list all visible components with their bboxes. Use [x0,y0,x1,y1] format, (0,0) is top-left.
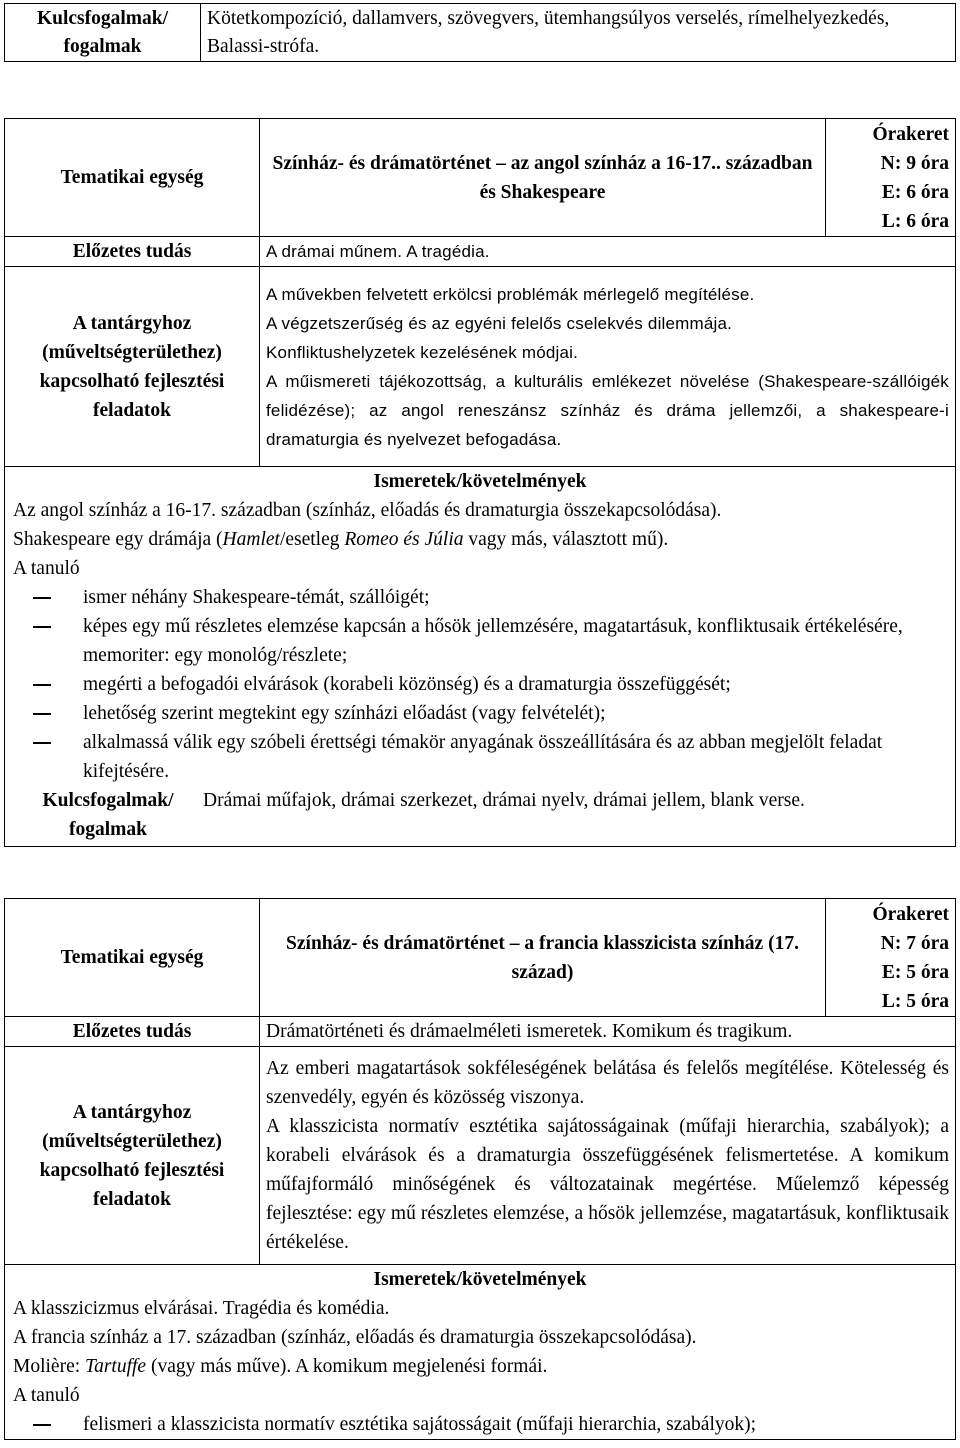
unit1-fejlesztesi-text [260,267,956,467]
unit2-p3-text-a: Molière: [13,1356,86,1377]
unit1-ismeretek-p2 [13,525,947,554]
kulcsfogalmak-text-top: Kötetkompozíció, dallamvers, szövegvers, ütemhangsúlyos verselés, rímelhelyezkedés, Balassi-strófa. [201,4,956,62]
kulcsfogalmak-label-top: Kulcsfogalmak/ fogalmak [5,4,201,62]
unit1-kulcs-text: Drámai műfajok, drámai szerkezet, drámai nyelv, drámai jellem, blank verse. [203,790,805,811]
unit1-p2-text-c: vagy más, választott mű). [463,529,669,550]
list-item: felismeri a klasszicista normatív esztétika sajátosságait (műfaji hierarchia, szabályok); [13,1410,947,1439]
list-item: lehetőség szerint megtekint egy színházi előadást (vagy felvételét); [13,699,947,728]
unit1-tematikai-label: Tematikai egység [5,119,260,237]
unit1-fejl-line-4: A műismereti tájékozottság, a kulturális emlékezet növelése (Shakespeare-szállóigék felidézése); az angol reneszánsz színház és dráma jellemzői, a shakespeare-i dramaturgia és nyelvezet befogadása. [266,371,949,449]
unit1-tanulo: A tanuló [13,558,80,579]
unit1-ismeretek-p1: Az angol színház a 16-17. században (színház, előadás és dramaturgia összekapcsolódása). [13,500,722,521]
unit1-ismeretek-cell [5,467,956,847]
unit2-table [4,898,956,1440]
unit2-p3-text-b: (vagy más műve). A komikum megjelenési formái. [146,1356,548,1377]
unit2-fejl-line-1: Az emberi magatartások sokféleségének belátása és felelős megítélése. Kötelesség és szenvedély, egyén és közösség viszonya. [266,1058,949,1108]
list-item: alkalmassá válik egy szóbeli érettségi témakör anyagának összeállítására és az abban megjelölt feladat kifejtésére. [13,728,947,786]
unit2-fejlesztesi-label: A tantárgyhoz (műveltségterülethez) kapcsolható fejlesztési feladatok [5,1047,260,1265]
unit1-fejl-line-3: Konfliktushelyzetek kezelésének módjai. [266,342,579,362]
unit2-hours-label: Órakeret [872,903,949,925]
unit2-tematikai-label: Tematikai egység [5,899,260,1017]
unit2-tanulo: A tanuló [13,1385,80,1406]
unit1-ismeretek-heading: Ismeretek/követelmények [373,471,587,492]
unit2-ismeretek-heading: Ismeretek/követelmények [373,1269,587,1290]
unit2-ismeretek-p3 [13,1352,947,1381]
unit1-elozetes-label: Előzetes tudás [5,237,260,267]
list-item: ismer néhány Shakespeare-témát, szállóigét; [13,583,947,612]
unit2-p3-tartuffe: Tartuffe [85,1356,147,1377]
list-item: megérti a befogadói elvárások (korabeli közönség) és a dramaturgia összefüggését; [13,670,947,699]
unit2-hours-n: N: 7 óra [880,932,949,954]
unit2-fejlesztesi-text [260,1047,956,1265]
unit2-ismeretek-p2: A francia színház a 17. században (színház, előadás és dramaturgia összekapcsolódása). [13,1327,697,1348]
unit1-hours [826,119,956,237]
unit1-p2-romeo: Romeo és Júlia [344,529,464,550]
unit1-kulcs-label: Kulcsfogalmak/ fogalmak [42,790,174,840]
unit2-bullet-list [13,1410,947,1439]
unit2-hours-e: E: 5 óra [881,961,949,983]
unit2-ismeretek-p1: A klasszicizmus elvárásai. Tragédia és komédia. [13,1298,390,1319]
unit2-fejl-line-2: A klasszicista normatív esztétika sajátosságainak (műfaji hierarchia, szabályok); a korabeli elvárások és a dramaturgia összefüggésének felismertetése. A komikum műfajformáló minőségének és változatainak megértése. Műelemző képesség fejlesztése: egy mű részletes elemzése, a hősök jellemzése, magatartásuk, konfliktusaik értékelése. [266,1116,949,1253]
unit1-p2-hamlet: Hamlet [222,529,280,550]
unit1-hours-n: N: 9 óra [880,152,949,174]
unit2-hours-l: L: 5 óra [881,990,949,1012]
unit1-hours-label: Órakeret [872,123,949,145]
unit2-title: Színház- és drámatörténet – a francia klasszicista színház (17. század) [260,899,826,1017]
unit1-fejlesztesi-label: A tantárgyhoz (műveltségterülethez) kapcsolható fejlesztési feladatok [5,267,260,467]
unit1-elozetes-text: A drámai műnem. A tragédia. [260,237,956,267]
top-row-table [4,3,956,62]
unit1-p2-text-b: /esetleg [279,529,345,550]
unit1-hours-l: L: 6 óra [881,210,949,232]
unit2-elozetes-label: Előzetes tudás [5,1017,260,1047]
unit1-fejl-line-2: A végzetszerűség és az egyéni felelős cselekvés dilemmája. [266,313,733,333]
unit1-title: Színház- és drámatörténet – az angol színház a 16-17.. században és Shakespeare [260,119,826,237]
unit1-bullet-list [13,583,947,786]
unit2-hours [826,899,956,1017]
unit1-fejl-line-1: A művekben felvetett erkölcsi problémák mérlegelő megítélése. [266,284,755,304]
unit2-elozetes-text: Drámatörténeti és drámaelméleti ismeretek. Komikum és tragikum. [260,1017,956,1047]
unit2-ismeretek-cell [5,1265,956,1440]
unit1-p2-text-a: Shakespeare egy drámája ( [13,529,223,550]
unit1-kulcs-block [13,786,947,844]
unit1-table [4,118,956,847]
list-item: képes egy mű részletes elemzése kapcsán a hősök jellemzésére, magatartásuk, konfliktusaik értékelésére, memoriter: egy monológ/részlete; [13,612,947,670]
unit1-hours-e: E: 6 óra [881,181,949,203]
